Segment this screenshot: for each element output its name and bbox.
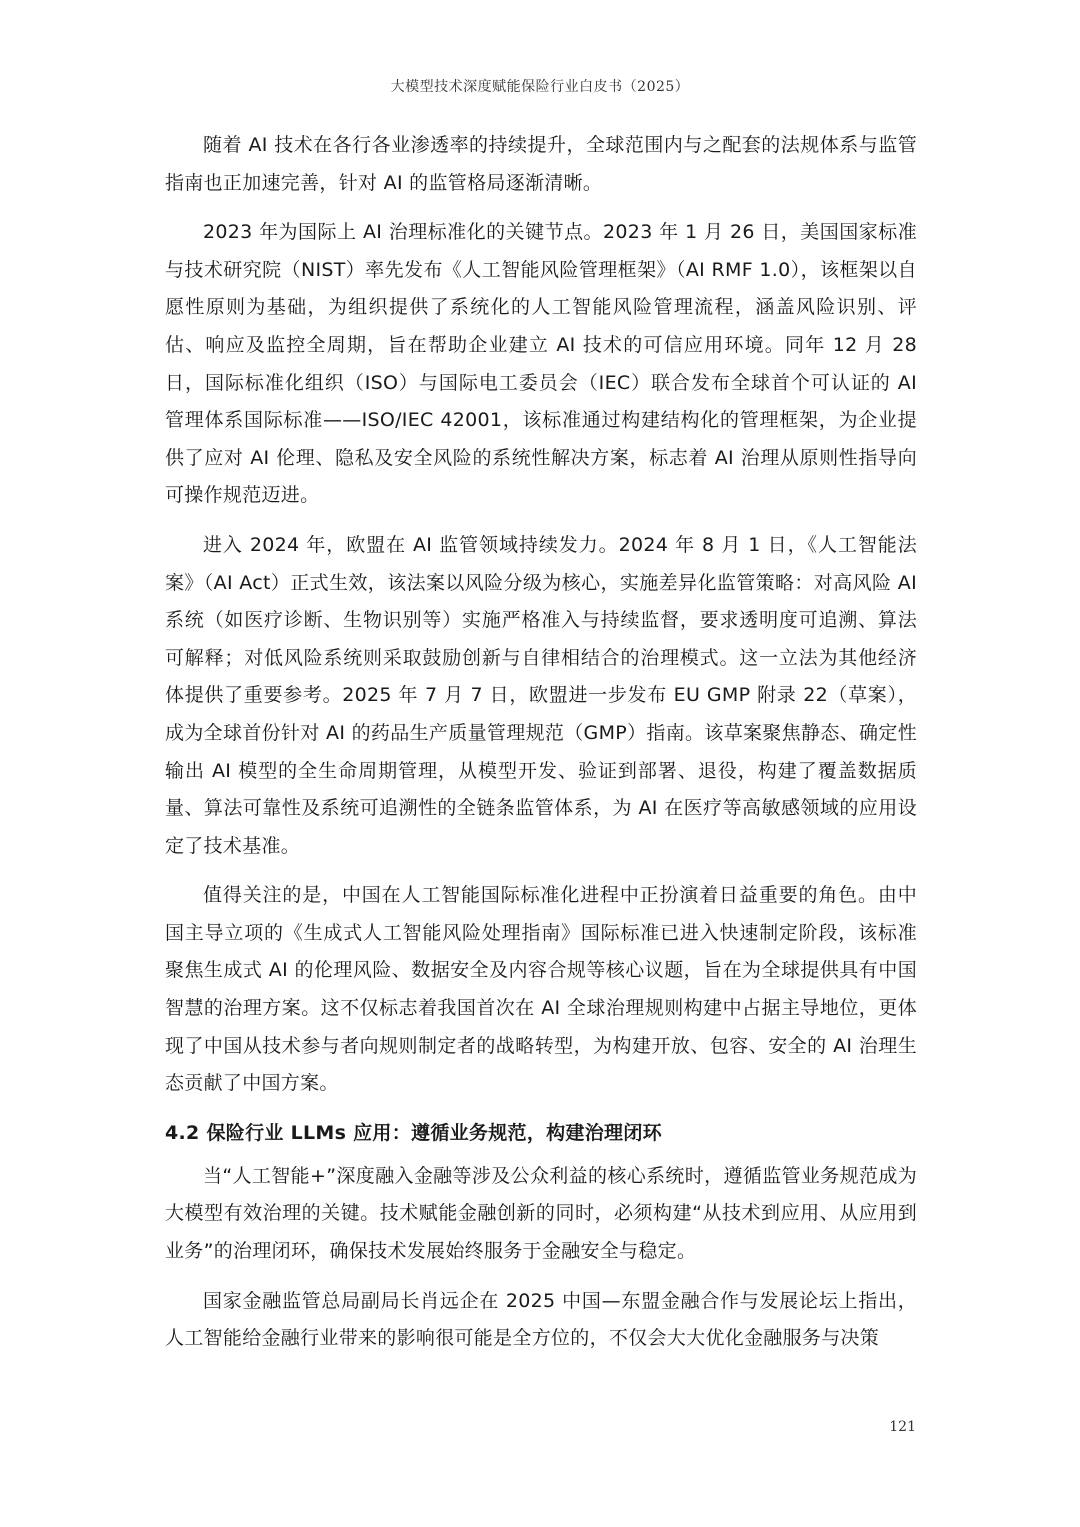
paragraph-regulator-remarks: 国家金融监管总局副局长肖远企在 2025 中国—东盟金融合作与发展论坛上指出，人工智能给金融行业带来的影响很可能是全方位的，不仅会大大优化金融服务与决策 (165, 1289, 917, 1350)
paragraph-governance-loop: 当“人工智能+”深度融入金融等涉及公众利益的核心系统时，遵循监管业务规范成为大模型有效治理的关键。技术赋能金融创新的同时，必须构建“从技术到应用、从应用到业务”的治理闭环，确保技术发展始终服务于金融安全与稳定。 (165, 1164, 917, 1263)
section-heading-4-2: 4.2 保险行业 LLMs 应用：遵循业务规范，构建治理闭环 (165, 1121, 662, 1144)
paragraph-ai-regulation-intro: 随着 AI 技术在各行各业渗透率的持续提升，全球范围内与之配套的法规体系与监管指南也正加速完善，针对 AI 的监管格局逐渐清晰。 (165, 134, 917, 194)
page-body (165, 127, 917, 1370)
page-number: 121 (889, 1419, 916, 1435)
paragraph-2024-eu-ai-act: 进入 2024 年，欧盟在 AI 监管领域持续发力。2024 年 8 月 1 日，《人工智能法案》（AI Act）正式生效，该法案以风险分级为核心，实施差异化监管策略：对高风险 AI 系统（如医疗诊断、生物识别等）实施严格准入与持续监督，要求透明度可追溯、算法可解释；对低风险系统则采取鼓励创新与自律相结合的治理模式。这一立法为其他经济体提供了重要参考。2025 年 7 月 7 日，欧盟进一步发布 EU GMP 附录 22（草案），成为全球首份针对 AI 的药品生产质量管理规范（GMP）指南。该草案聚焦静态、确定性输出 AI 模型的全生命周期管理，从模型开发、验证到部署、退役，构建了覆盖数据质量、算法可靠性及系统可追溯性的全链条监管体系，为 AI 在医疗等高敏感领域的应用设定了技术基准。 (165, 533, 917, 857)
paragraph-china-standardization: 值得关注的是，中国在人工智能国际标准化进程中正扮演着日益重要的角色。由中国主导立项的《生成式人工智能风险处理指南》国际标准已进入快速制定阶段，该标准聚焦生成式 AI 的伦理风险、数据安全及内容合规等核心议题，旨在为全球提供具有中国智慧的治理方案。这不仅标志着我国首次在 AI 全球治理规则构建中占据主导地位，更体现了中国从技术参与者向规则制定者的战略转型，为构建开放、包容、安全的 AI 治理生态贡献了中国方案。 (165, 884, 917, 1095)
paragraph-2023-standards: 2023 年为国际上 AI 治理标准化的关键节点。2023 年 1 月 26 日，美国国家标准与技术研究院（NIST）率先发布《人工智能风险管理框架》（AI RMF 1.0），该框架以自愿性原则为基础，为组织提供了系统化的人工智能风险管理流程，涵盖风险识别、评估、响应及监控全周期，旨在帮助企业建立 AI 技术的可信应用环境。同年 12 月 28 日，国际标准化组织（ISO）与国际电工委员会（IEC）联合发布全球首个可认证的 AI 管理体系国际标准——ISO/IEC 42001，该标准通过构建结构化的管理框架，为企业提供了应对 AI 伦理、隐私及安全风险的系统性解决方案，标志着 AI 治理从原则性指导向可操作规范迈进。 (165, 221, 917, 507)
running-header: 大模型技术深度赋能保险行业白皮书（2025） (390, 79, 690, 95)
